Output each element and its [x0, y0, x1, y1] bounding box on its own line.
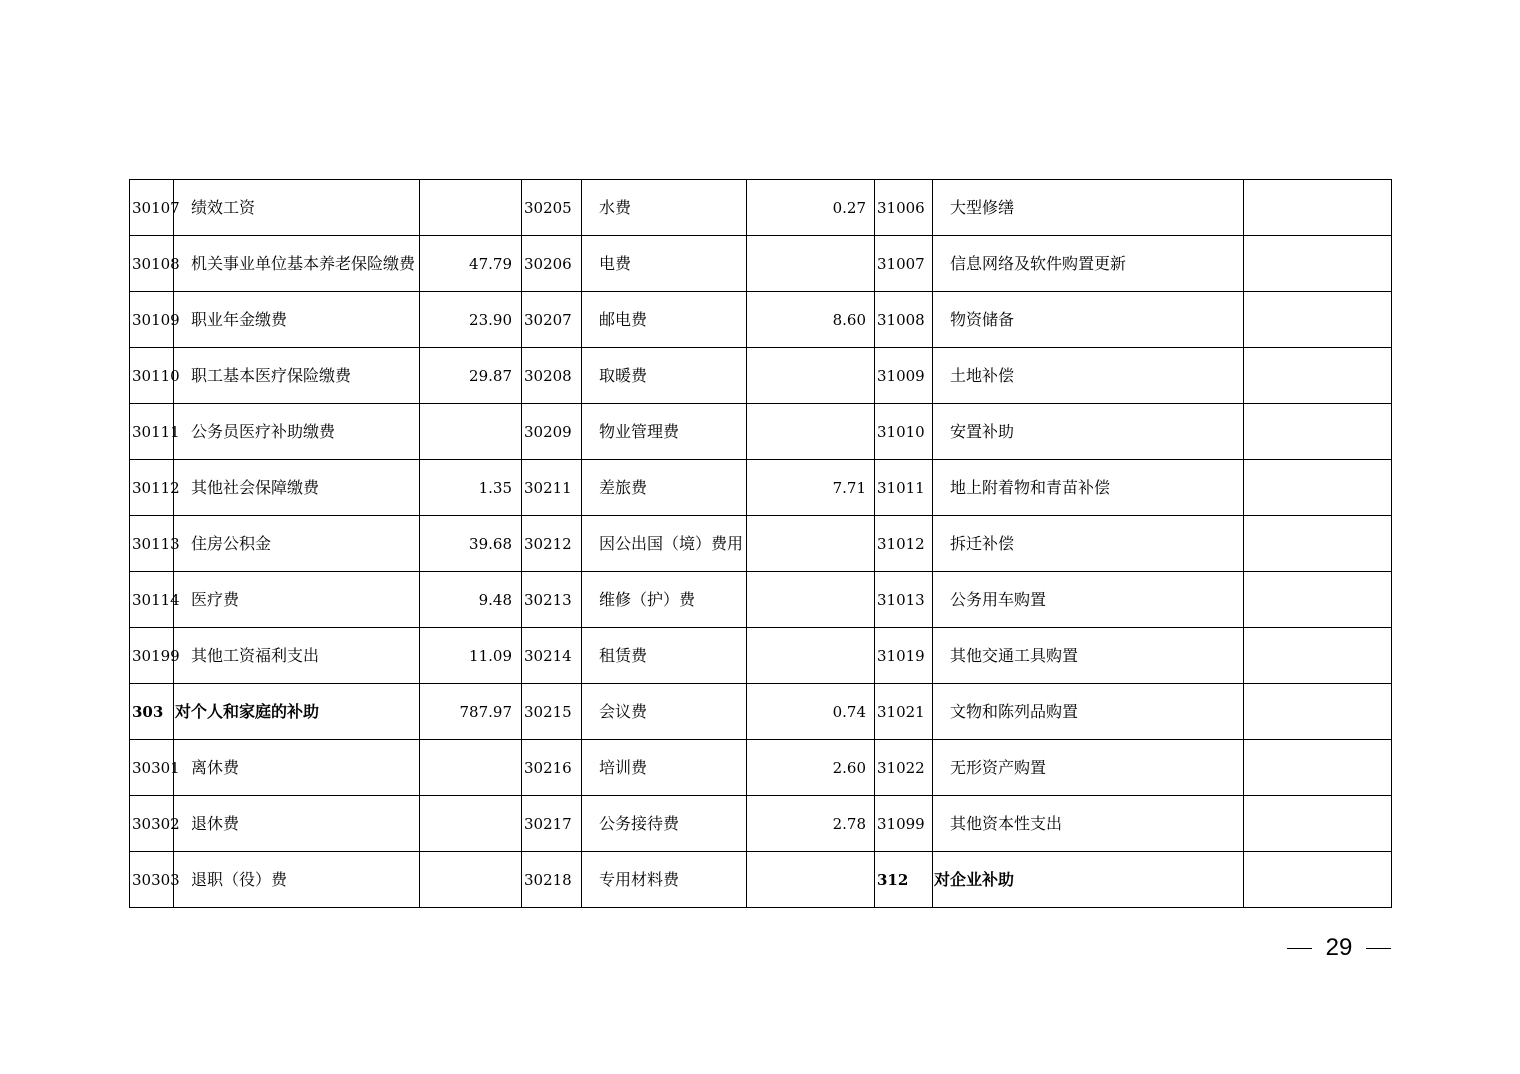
amount-cell	[1244, 236, 1392, 292]
table-row	[130, 516, 1392, 572]
amount-cell	[747, 516, 875, 572]
item-name-cell: 退休费	[174, 796, 420, 852]
table-row	[130, 236, 1392, 292]
code-cell: 30215	[522, 684, 582, 740]
code-cell: 30108	[130, 236, 174, 292]
item-name-cell: 租赁费	[582, 628, 747, 684]
code-cell: 312	[875, 852, 933, 908]
item-name-cell: 水费	[582, 180, 747, 236]
item-name-cell: 其他交通工具购置	[933, 628, 1244, 684]
item-name-cell: 大型修缮	[933, 180, 1244, 236]
amount-cell: 0.74	[747, 684, 875, 740]
code-cell: 31007	[875, 236, 933, 292]
amount-cell	[1244, 460, 1392, 516]
amount-cell	[747, 852, 875, 908]
item-name-cell: 邮电费	[582, 292, 747, 348]
amount-cell	[1244, 684, 1392, 740]
item-name-cell: 地上附着物和青苗补偿	[933, 460, 1244, 516]
amount-cell	[1244, 180, 1392, 236]
amount-cell	[1244, 796, 1392, 852]
code-cell: 30218	[522, 852, 582, 908]
amount-cell: 47.79	[420, 236, 522, 292]
code-cell: 30110	[130, 348, 174, 404]
code-cell: 30211	[522, 460, 582, 516]
code-cell: 31006	[875, 180, 933, 236]
item-name-cell: 医疗费	[174, 572, 420, 628]
amount-cell: 8.60	[747, 292, 875, 348]
amount-cell	[1244, 292, 1392, 348]
item-name-cell: 土地补偿	[933, 348, 1244, 404]
item-name-cell: 取暖费	[582, 348, 747, 404]
code-cell: 31009	[875, 348, 933, 404]
amount-cell	[1244, 516, 1392, 572]
item-name-cell: 其他社会保障缴费	[174, 460, 420, 516]
code-cell: 30212	[522, 516, 582, 572]
item-name-cell: 公务员医疗补助缴费	[174, 404, 420, 460]
item-name-cell: 公务用车购置	[933, 572, 1244, 628]
item-name-cell: 退职（役）费	[174, 852, 420, 908]
item-name-cell: 拆迁补偿	[933, 516, 1244, 572]
item-name-cell: 会议费	[582, 684, 747, 740]
item-name-cell: 物业管理费	[582, 404, 747, 460]
amount-cell	[420, 852, 522, 908]
item-name-cell: 离休费	[174, 740, 420, 796]
code-cell: 30206	[522, 236, 582, 292]
item-name-cell: 文物和陈列品购置	[933, 684, 1244, 740]
item-name-cell: 培训费	[582, 740, 747, 796]
code-cell: 31099	[875, 796, 933, 852]
code-cell: 30112	[130, 460, 174, 516]
code-cell: 30302	[130, 796, 174, 852]
item-name-cell: 住房公积金	[174, 516, 420, 572]
amount-cell	[420, 404, 522, 460]
code-cell: 31012	[875, 516, 933, 572]
amount-cell: 9.48	[420, 572, 522, 628]
code-cell: 30111	[130, 404, 174, 460]
code-cell: 303	[130, 684, 174, 740]
code-cell: 31010	[875, 404, 933, 460]
code-cell: 30109	[130, 292, 174, 348]
item-name-cell: 专用材料费	[582, 852, 747, 908]
code-cell: 30207	[522, 292, 582, 348]
page-number	[1287, 933, 1391, 963]
code-cell: 30209	[522, 404, 582, 460]
item-name-cell: 绩效工资	[174, 180, 420, 236]
item-name-cell: 安置补助	[933, 404, 1244, 460]
amount-cell	[747, 348, 875, 404]
amount-cell	[1244, 628, 1392, 684]
page-number-left-dash	[1287, 948, 1312, 949]
table-row	[130, 740, 1392, 796]
code-cell: 31011	[875, 460, 933, 516]
code-cell: 30213	[522, 572, 582, 628]
item-name-cell: 对企业补助	[933, 852, 1244, 908]
code-cell: 31008	[875, 292, 933, 348]
item-name-cell: 信息网络及软件购置更新	[933, 236, 1244, 292]
amount-cell: 39.68	[420, 516, 522, 572]
item-name-cell: 物资储备	[933, 292, 1244, 348]
amount-cell	[747, 572, 875, 628]
amount-cell: 1.35	[420, 460, 522, 516]
item-name-cell: 维修（护）费	[582, 572, 747, 628]
amount-cell	[1244, 348, 1392, 404]
code-cell: 31019	[875, 628, 933, 684]
amount-cell	[420, 740, 522, 796]
item-name-cell: 无形资产购置	[933, 740, 1244, 796]
table-row	[130, 572, 1392, 628]
amount-cell	[1244, 852, 1392, 908]
amount-cell	[420, 180, 522, 236]
code-cell: 30208	[522, 348, 582, 404]
amount-cell: 2.78	[747, 796, 875, 852]
code-cell: 30214	[522, 628, 582, 684]
table-row	[130, 628, 1392, 684]
code-cell: 30301	[130, 740, 174, 796]
code-cell: 30303	[130, 852, 174, 908]
amount-cell: 23.90	[420, 292, 522, 348]
code-cell: 30216	[522, 740, 582, 796]
item-name-cell: 差旅费	[582, 460, 747, 516]
item-name-cell: 因公出国（境）费用	[582, 516, 747, 572]
item-name-cell: 电费	[582, 236, 747, 292]
code-cell: 31021	[875, 684, 933, 740]
table-row	[130, 852, 1392, 908]
table-row	[130, 292, 1392, 348]
table-row	[130, 796, 1392, 852]
code-cell: 30205	[522, 180, 582, 236]
item-name-cell: 职业年金缴费	[174, 292, 420, 348]
code-cell: 31013	[875, 572, 933, 628]
item-name-cell: 其他资本性支出	[933, 796, 1244, 852]
item-name-cell: 机关事业单位基本养老保险缴费	[174, 236, 420, 292]
code-cell: 30114	[130, 572, 174, 628]
amount-cell	[747, 404, 875, 460]
amount-cell	[747, 236, 875, 292]
table-row	[130, 180, 1392, 236]
amount-cell	[1244, 740, 1392, 796]
code-cell: 31022	[875, 740, 933, 796]
amount-cell: 7.71	[747, 460, 875, 516]
code-cell: 30217	[522, 796, 582, 852]
item-name-cell: 其他工资福利支出	[174, 628, 420, 684]
code-cell: 30199	[130, 628, 174, 684]
code-cell: 30113	[130, 516, 174, 572]
amount-cell: 0.27	[747, 180, 875, 236]
table-row	[130, 684, 1392, 740]
page-number-text: 29	[1325, 934, 1353, 961]
item-name-cell: 对个人和家庭的补助	[174, 684, 420, 740]
budget-table	[129, 179, 1392, 908]
amount-cell	[1244, 404, 1392, 460]
table-row	[130, 348, 1392, 404]
amount-cell: 2.60	[747, 740, 875, 796]
table-row	[130, 460, 1392, 516]
amount-cell: 787.97	[420, 684, 522, 740]
code-cell: 30107	[130, 180, 174, 236]
table-row	[130, 404, 1392, 460]
item-name-cell: 职工基本医疗保险缴费	[174, 348, 420, 404]
amount-cell	[420, 796, 522, 852]
amount-cell	[1244, 572, 1392, 628]
amount-cell	[747, 628, 875, 684]
page-number-right-dash	[1366, 948, 1391, 949]
amount-cell: 29.87	[420, 348, 522, 404]
amount-cell: 11.09	[420, 628, 522, 684]
item-name-cell: 公务接待费	[582, 796, 747, 852]
